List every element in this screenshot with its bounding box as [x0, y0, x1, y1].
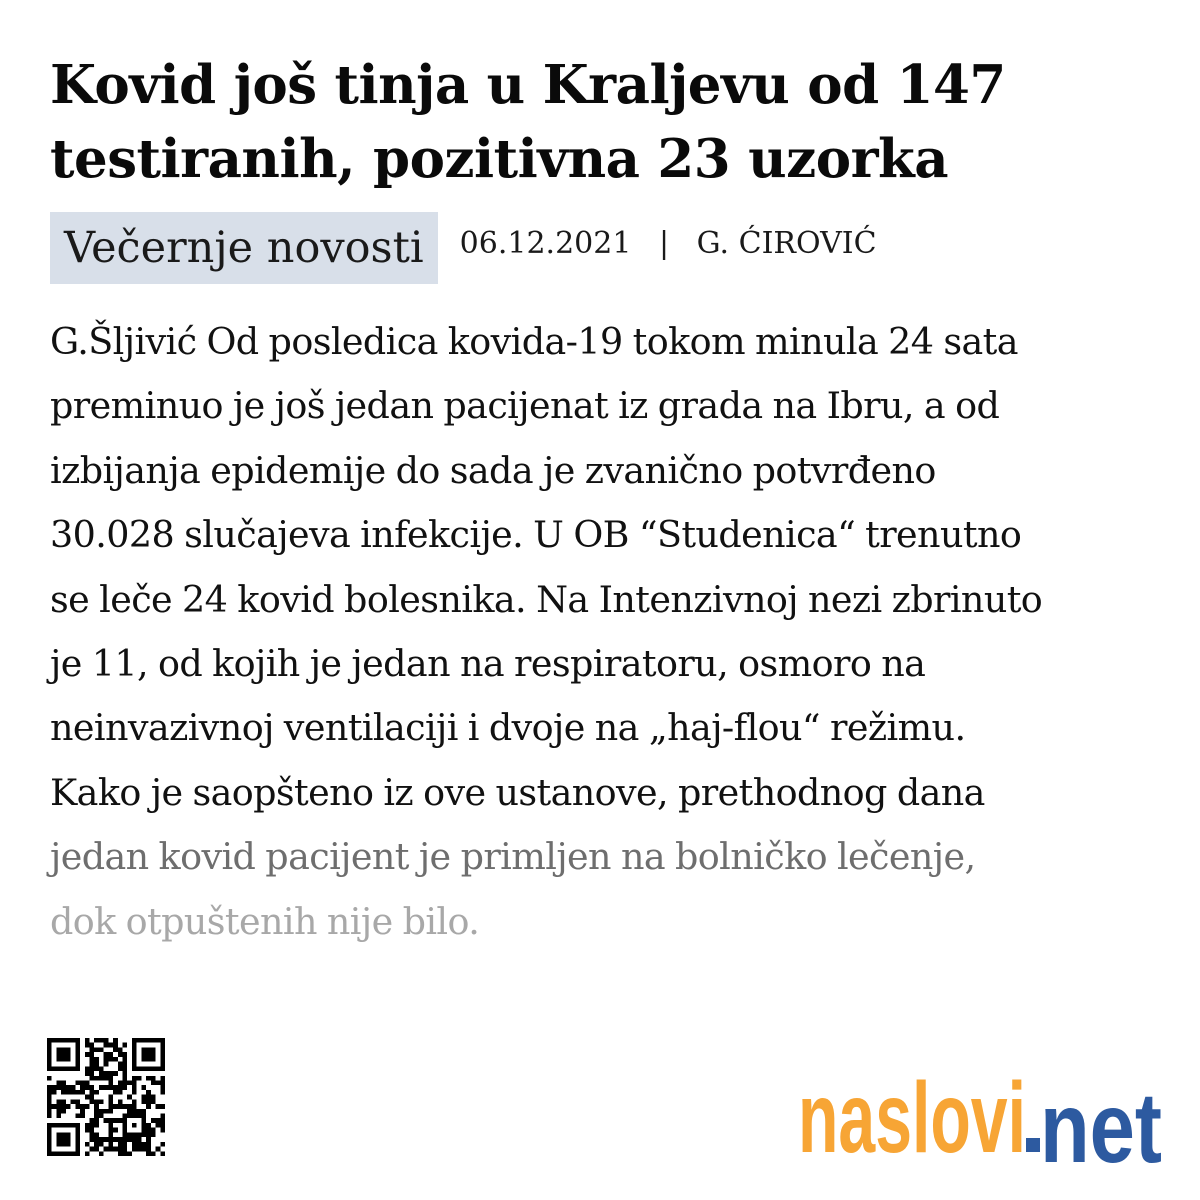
body-line: G.Šljivić Od posledica kovida-19 tokom minula 24 sata: [50, 320, 1018, 363]
body-line: neinvazivnoj ventilaciji i dvoje na „haj-flou“ režimu.: [50, 706, 966, 750]
body-line: preminuo je još jedan pacijenat iz grada na Ibru, a od: [50, 384, 1000, 428]
article-title: Kovid još tinja u Kraljevu od 147 testiranih, pozitivna 23 uzorka: [50, 54, 1006, 190]
body-line: izbijanja epidemije do sada je zvanično potvrđeno: [50, 448, 936, 492]
logo-text-net: net: [1040, 1072, 1162, 1170]
meta-separator: |: [658, 226, 670, 261]
body-line: se leče 24 kovid bolesnika. Na Intenzivnoj nezi zbrinuto: [50, 577, 1043, 621]
body-line-fading: dok otpuštenih nije bilo.: [50, 899, 480, 943]
article-meta: [50, 212, 877, 284]
body-line: 30.028 slučajeva infekcije. U OB “Studenica“ trenutno: [50, 513, 1022, 557]
source-badge[interactable]: Večernje novosti: [50, 212, 438, 284]
article-body: [50, 310, 1170, 954]
qr-code-icon: [47, 1038, 165, 1156]
naslovi-net-logo[interactable]: [798, 1060, 1168, 1170]
body-line: Kako je saopšteno iz ove ustanove, prethodnog dana: [50, 770, 985, 814]
meta-info: [460, 224, 877, 264]
body-line: je 11, od kojih je jedan na respiratoru, osmoro na: [50, 642, 926, 686]
author-name: G. ĆIROVIĆ: [696, 226, 877, 261]
logo-text-naslovi: naslovi: [798, 1062, 1026, 1170]
publish-date: 06.12.2021: [459, 226, 632, 261]
logo-dot: [1026, 1138, 1040, 1152]
body-line-fading: jedan kovid pacijent je primljen na bolničko lečenje,: [50, 835, 976, 879]
